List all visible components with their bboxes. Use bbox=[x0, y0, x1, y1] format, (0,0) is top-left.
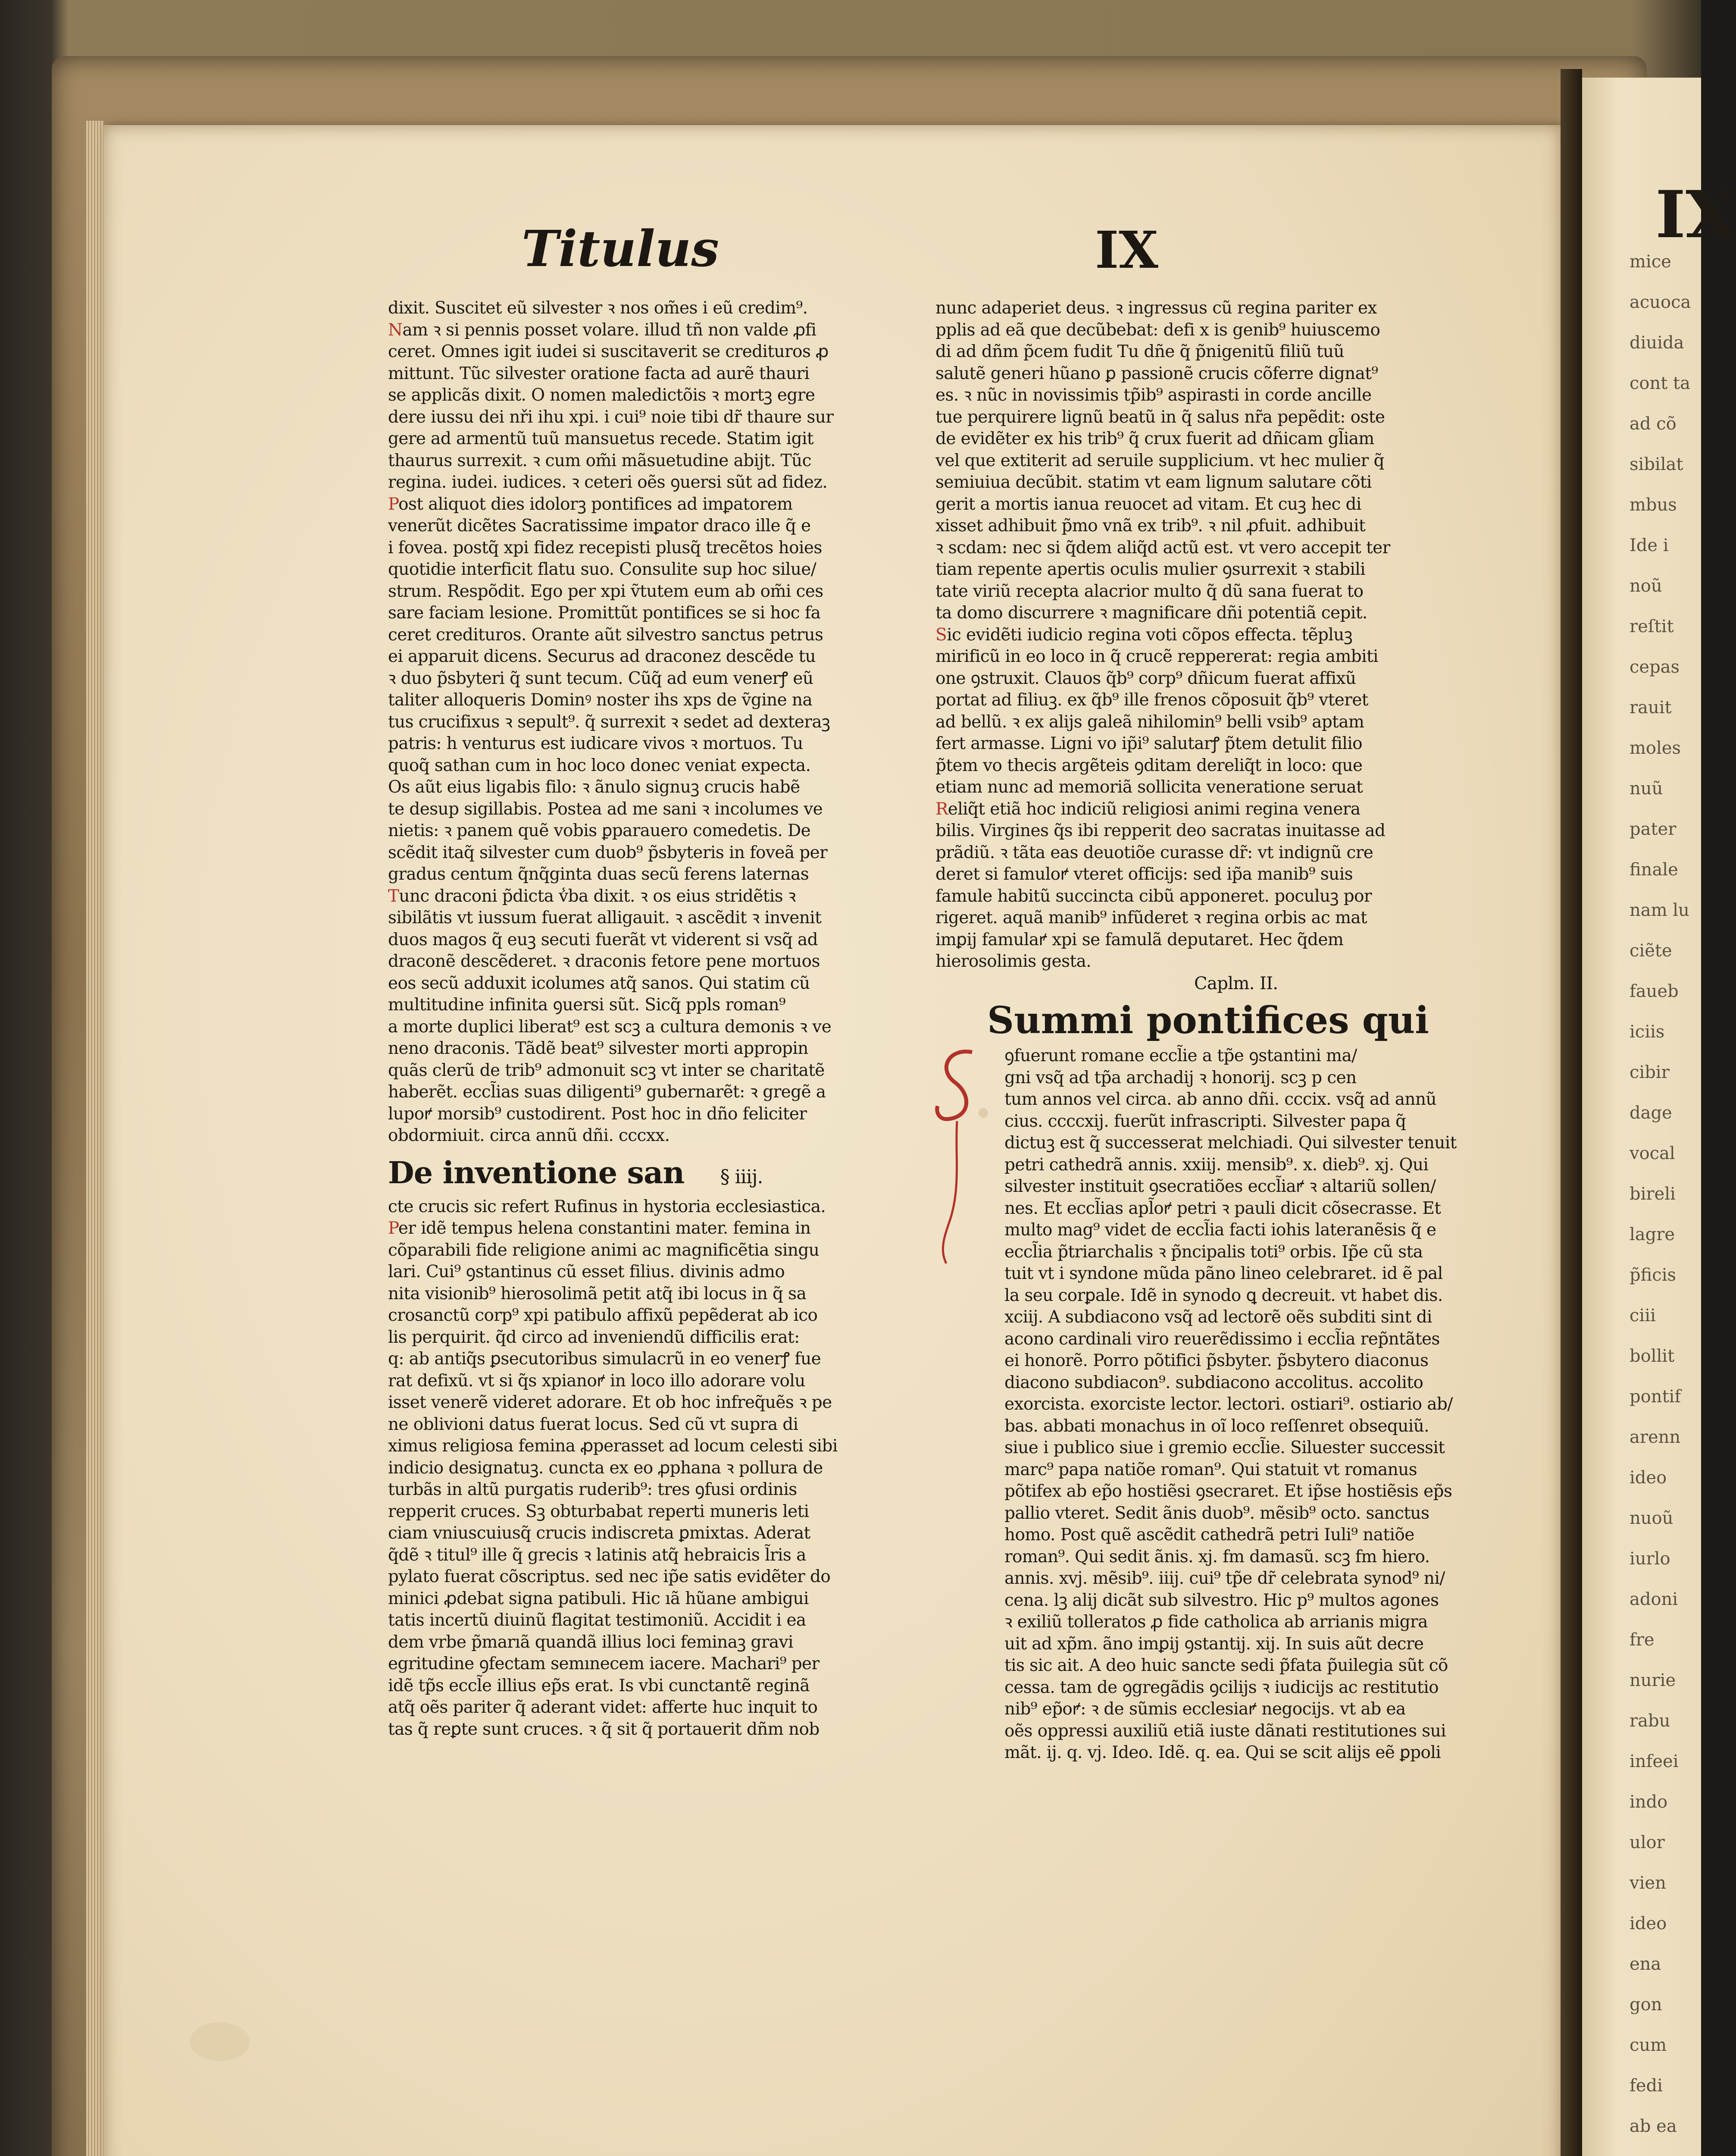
chapter-label: Caplm. II. bbox=[1194, 973, 1278, 993]
text-line: tis sic ait. A deo huic sancte sedi p̃fata p̃uilegia sũt cõ bbox=[1004, 1656, 1448, 1675]
next-page-line: ena bbox=[1630, 1954, 1661, 1974]
text-line: nietis: ꝛ panem quẽ vobis ꝑparauero comedetis. De bbox=[388, 821, 811, 840]
text-line: lis perquirit. q̃d circo ad inveniendũ difficilis erat: bbox=[388, 1327, 800, 1347]
text-line: venerũt dicẽtes Sacratissime imꝑator draco ille q̃ e bbox=[388, 516, 811, 536]
next-page-line: pater bbox=[1630, 819, 1677, 839]
text-line: imꝑij famulaꝵ xpi se famulã deputaret. Hec q̃dem bbox=[935, 930, 1344, 950]
text-line: tiam repente apertis oculis mulier ꝯsurrexit ꝛ stabili bbox=[935, 560, 1366, 579]
next-page-line: cepas bbox=[1630, 657, 1680, 677]
text-line: oẽs oppressi auxiliũ etiã iuste dãnati restitutiones sui bbox=[1004, 1721, 1446, 1741]
text-line: diacono subdiacon⁹. subdiacono accolitus. accolito bbox=[1004, 1373, 1423, 1392]
text-line: tum annos vel circa. ab anno dñi. cccix. vsq̃ ad annũ bbox=[1004, 1090, 1436, 1109]
text-line: nita visionib⁹ hierosolimã petit atq̃ ibi locus in q̃ sa bbox=[388, 1284, 807, 1304]
text-line: nib⁹ ep̃oꝵ: ꝛ de sũmis ecclesiaꝵ negocijs. vt ab ea bbox=[1004, 1699, 1406, 1719]
text-line: xciij. A subdiacono vsq̃ ad lectorẽ oẽs subditi sint di bbox=[1004, 1307, 1432, 1327]
text-line: ximus religiosa femina ꝓperasset ad locum celesti sibi bbox=[388, 1436, 838, 1456]
next-page-line: ideo bbox=[1630, 1468, 1667, 1488]
next-page-line: rauit bbox=[1630, 698, 1672, 718]
next-page-line: pontif bbox=[1630, 1387, 1681, 1407]
rubric-initial: P bbox=[388, 494, 399, 514]
next-page-line: bollit bbox=[1630, 1346, 1675, 1366]
next-page-line: iurlo bbox=[1630, 1549, 1670, 1569]
next-page-line: Ide i bbox=[1630, 536, 1669, 555]
text-line: Os aũt eius ligabis filo: ꝛ ãnulo signuꝫ crucis habẽ bbox=[388, 777, 800, 797]
text-line: Tunc draconi p̃dicta v̾ba dixit. ꝛ os eius stridẽtis ꝛ bbox=[388, 886, 796, 906]
text-line: tuit vt i syndone mũda pãno lineo celebraret. id ẽ pal bbox=[1004, 1264, 1443, 1283]
next-page-line: ideo bbox=[1630, 1914, 1667, 1934]
text-line: gerit a mortis ianua reuocet ad vitam. Et cuꝫ hec di bbox=[935, 494, 1361, 514]
text-line: prãdiũ. ꝛ tãta eas deuotiõe curasse dr̃: vt indignũ cre bbox=[935, 843, 1373, 862]
text-line: a morte duplici liberat⁹ est scꝫ a cultura demonis ꝛ ve bbox=[388, 1017, 832, 1037]
text-line: mittunt. Tũc silvester oratione facta ad aurẽ thauri bbox=[388, 364, 810, 383]
text-line: haberẽt. eccl̃ias suas diligenti⁹ gubernarẽt: ꝛ gregẽ a bbox=[388, 1082, 826, 1102]
rubric-initial: T bbox=[388, 886, 399, 906]
text-line: eos secũ adduxit icolumes atq̃ sanos. Qui statim cũ bbox=[388, 973, 810, 993]
text-line: rigeret. aquã manib⁹ infũderet ꝛ regina orbis ac mat bbox=[935, 908, 1367, 928]
text-line: ceret. Omnes igit iudei si suscitaverit se credituros ꝓ bbox=[388, 342, 829, 361]
text-line: ꝛ scdam: nec si q̃dem aliq̃d actũ est. vt vero accepit ter bbox=[935, 538, 1390, 558]
text-line: multo mag⁹ videt de eccl̃ia facti iohis lateranẽsis q̃ e bbox=[1004, 1220, 1436, 1240]
text-line: dixit. Suscitet eũ silvester ꝛ nos om̃es i eũ credim⁹. bbox=[388, 298, 808, 318]
rubric-initial: N bbox=[388, 320, 403, 340]
text-line: ei honorẽ. Porro põtifici p̃sbyter. p̃sbytero diaconus bbox=[1004, 1351, 1429, 1370]
text-line: pylato fuerat cõscriptus. sed nec ip̃e satis evidẽter do bbox=[388, 1567, 831, 1586]
text-line: idẽ tp̃s eccl̃e illius ep̃s erat. Is vbi cunctantẽ reginã bbox=[388, 1676, 810, 1695]
text-line: siue i publico siue i gremio eccl̃ie. Siluester successit bbox=[1004, 1438, 1445, 1457]
book-gutter bbox=[1561, 69, 1582, 2156]
next-page-line: ad cõ bbox=[1630, 414, 1677, 434]
text-line: fert armasse. Ligni vo ip̃i⁹ salutarꝭ p̃tem detulit filio bbox=[935, 734, 1363, 753]
text-line: tatis incertũ diuinũ flagitat testimoniũ. Accidit i ea bbox=[388, 1611, 806, 1630]
next-page-line: cont ta bbox=[1630, 373, 1690, 393]
text-line: ei apparuit dicens. Securus ad draconez descẽde tu bbox=[388, 647, 816, 666]
text-line: de evidẽter ex his trib⁹ q̃ crux fuerit ad dñicam gl̃iam bbox=[935, 429, 1374, 448]
text-line: nes. Et eccl̃ias apl̃oꝵ petri ꝛ pauli dicit cõsecrasse. Et bbox=[1004, 1198, 1441, 1218]
next-page-line: sibilat bbox=[1630, 454, 1683, 474]
left-column-text-block-2 bbox=[388, 1196, 923, 1741]
text-line: semiuiua decũbit. statim vt eam lignum salutare cõti bbox=[935, 473, 1372, 492]
text-line: eccl̃ia p̃triarchalis ꝛ p̃ncipalis toti⁹ orbis. Ip̃e cũ sta bbox=[1004, 1242, 1423, 1262]
rubric-initial: R bbox=[935, 799, 948, 819]
text-line: q̃dẽ ꝛ titul⁹ ille q̃ grecis ꝛ latinis atq̃ hebraicis l̃ris a bbox=[388, 1545, 806, 1565]
text-line: te desup sigillabis. Postea ad me sani ꝛ incolumes ve bbox=[388, 799, 823, 819]
next-page-line: p̃ficis bbox=[1630, 1265, 1677, 1285]
next-page-line: fre bbox=[1630, 1630, 1655, 1650]
text-line: marc⁹ papa natiõe roman⁹. Qui statuit vt romanus bbox=[1004, 1460, 1417, 1479]
text-line: ad bellũ. ꝛ ex alijs galeã nihilomin⁹ belli vsib⁹ aptam bbox=[935, 712, 1364, 732]
text-line: ꝛ exiliũ tolleratos ꝓ fide catholica ab arrianis migra bbox=[1004, 1612, 1428, 1632]
text-line: sare faciam lesione. Promittũt pontifices se si hoc fa bbox=[388, 603, 821, 623]
text-line: patris: h venturus est iudicare vivos ꝛ mortuos. Tu bbox=[388, 734, 803, 753]
text-line: cessa. tam de ꝯgregãdis ꝯcilijs ꝛ iudicijs ac restitutio bbox=[1004, 1677, 1439, 1697]
text-line: etiam nunc ad memoriã sollicita veneratione seruat bbox=[935, 777, 1363, 797]
text-line: gradus centum q̃nq̃ginta duas secũ ferens laternas bbox=[388, 865, 809, 884]
text-line: indicio designatuꝫ. cuncta ex eo ꝓphana ꝛ pollura de bbox=[388, 1458, 823, 1478]
next-page-line: mbus bbox=[1630, 495, 1677, 515]
text-line: gni vsq̃ ad tp̃a archadij ꝛ honorij. scꝫ p cen bbox=[1004, 1068, 1357, 1087]
text-line: se applicãs dixit. O nomen maledictõis ꝛ mortꝫ egre bbox=[388, 385, 815, 405]
text-line: di ad dñm p̃cem fudit Tu dñe q̃ p̃nigenitũ filiũ tuũ bbox=[935, 342, 1344, 361]
text-line: põtifex ab ep̃o hostiẽsi ꝯsecraret. Et ip̃se hostiẽsis ep̃s bbox=[1004, 1482, 1452, 1501]
text-line: dere iussu dei nři ihu xpi. i cui⁹ noie tibi dr̃ thaure sur bbox=[388, 407, 834, 427]
next-page-line: vocal bbox=[1630, 1144, 1675, 1163]
next-page-line: gon bbox=[1630, 1995, 1662, 2015]
text-line: pplis ad eã que decũbebat: defi x is genib⁹ huiuscemo bbox=[935, 320, 1380, 340]
text-line: regina. iudei. iudices. ꝛ ceteri oẽs ꝯuersi sũt ad fidez. bbox=[388, 473, 828, 492]
text-line: crosanctũ corp⁹ xpi patibulo affixũ pepẽderat ab ico bbox=[388, 1306, 818, 1325]
rubric-initial: P bbox=[388, 1219, 398, 1238]
next-page-line: nam lu bbox=[1630, 900, 1689, 920]
text-line: lupoꝵ morsib⁹ custodirent. Post hoc in dño feliciter bbox=[388, 1104, 807, 1124]
next-page-line: reſtit bbox=[1630, 617, 1674, 636]
next-page-line: moles bbox=[1630, 738, 1681, 758]
text-line: dictuꝫ est q̃ successerat melchiadi. Qui silvester tenuit bbox=[1004, 1133, 1457, 1153]
next-page-line: ciẽte bbox=[1630, 941, 1672, 961]
text-line: famule habitũ succincta cibũ apponeret. poculuꝫ por bbox=[935, 886, 1372, 906]
section-number: § iiij. bbox=[720, 1166, 763, 1188]
next-page-folio: IX bbox=[1655, 177, 1736, 253]
next-page-line: mice bbox=[1630, 252, 1671, 272]
text-line: egritudine ꝯfectam semınecem iacere. Machari⁹ per bbox=[388, 1654, 820, 1673]
text-line: hierosolimis gesta. bbox=[935, 952, 1092, 971]
text-line: gere ad armentũ tuũ mansuetus recede. Statim igit bbox=[388, 429, 813, 448]
text-line: ta domo discurrere ꝛ magnificare dñi potentiã cepit. bbox=[935, 603, 1367, 623]
text-line: acono cardinali viro reuerẽdissimo i eccl̃ia rep̃ntãtes bbox=[1004, 1329, 1440, 1349]
text-line: taliter alloqueris Dominꝰ noster ihs xps de ṽgine na bbox=[388, 690, 813, 710]
next-page-fragment bbox=[1582, 78, 1736, 2156]
right-column-text-block-2 bbox=[935, 1045, 1470, 1764]
next-page-line: cum bbox=[1630, 2035, 1667, 2055]
text-line: tas q̃ reꝑte sunt cruces. ꝛ q̃ sit q̃ portauerit dñm nob bbox=[388, 1719, 820, 1739]
right-text-column bbox=[935, 298, 1470, 1764]
text-line: bilis. Virgines q̃s ibi repperit deo sacratas inuitasse ad bbox=[935, 821, 1386, 840]
section-heading-text: De inventione san bbox=[388, 1154, 685, 1191]
next-page-line: cibir bbox=[1630, 1062, 1670, 1082]
next-page-line: rabu bbox=[1630, 1711, 1670, 1731]
next-page-line: nuoũ bbox=[1630, 1508, 1673, 1528]
text-line: mirificũ in eo loco in q̃ crucẽ reppererat: regia ambiti bbox=[935, 647, 1378, 666]
text-line: cena. lꝫ alij dicãt sub silvestro. Hic p⁹ multos agones bbox=[1004, 1590, 1439, 1610]
stain-spot bbox=[190, 2022, 250, 2061]
section-heading-de-inventione bbox=[388, 1151, 923, 1194]
text-line: deret si famuloꝵ vteret officijs: sed ip̃a manib⁹ suis bbox=[935, 865, 1353, 884]
text-line: quãs clerũ de trib⁹ admonuit scꝫ vt inter se charitatẽ bbox=[388, 1060, 825, 1080]
next-page-line: diuida bbox=[1630, 333, 1684, 353]
text-line: es. ꝛ nũc in novissimis tp̃ib⁹ aspirasti in corde ancille bbox=[935, 385, 1372, 405]
text-line: Per idẽ tempus helena constantini mater. femina in bbox=[388, 1219, 811, 1238]
text-line: tate viriũ recepta alacrior multo q̃ dũ sana fuerat to bbox=[935, 581, 1364, 601]
text-line: annis. xvj. mẽsib⁹. iiij. cui⁹ tp̃e dr̃ celebrata synod⁹ ni/ bbox=[1004, 1569, 1445, 1588]
left-text-column bbox=[388, 298, 923, 1740]
text-line: exorcista. exorciste lector. lectori. ostiari⁹. ostiario ab/ bbox=[1004, 1395, 1453, 1414]
next-page-line: faueb bbox=[1630, 981, 1679, 1001]
page-stack-edge bbox=[86, 121, 103, 2156]
text-line: p̃tem vo thecis argẽteis ꝯditam dereliq̃t in loco: que bbox=[935, 755, 1363, 775]
left-column-text-block bbox=[388, 298, 923, 1147]
text-line: scẽdit itaq̃ silvester cum duob⁹ p̃sbyteris in foveã per bbox=[388, 843, 828, 862]
next-page-line: iciis bbox=[1630, 1022, 1665, 1042]
next-page-line: infeei bbox=[1630, 1752, 1679, 1771]
text-line: atq̃ oẽs pariter q̃ aderant videt: afferte huc inquit to bbox=[388, 1698, 818, 1717]
text-line: ne oblivioni datus fuerat locus. Sed cũ vt supra di bbox=[388, 1414, 798, 1434]
text-line: uit ad xp̃m. ãno imꝑij ꝯstantij. xij. In suis aũt decre bbox=[1004, 1634, 1424, 1654]
text-line: cõparabili fide religione animi ac magnificẽtia singu bbox=[388, 1240, 820, 1260]
text-line: silvester instituit ꝯsecratiões eccl̃iaꝵ ꝛ altariũ sollen/ bbox=[1004, 1177, 1436, 1196]
text-line: minici ꝓdebat signa patibuli. Hic ıã hũane ambigui bbox=[388, 1589, 809, 1608]
text-line: sibilãtis vt iussum fuerat alligauit. ꝛ ascẽdit ꝛ invenit bbox=[388, 908, 822, 928]
text-line: obdormiuit. circa annũ dñi. cccxx. bbox=[388, 1126, 670, 1145]
text-line: ciam vniuscuiusq̃ crucis indiscreta ꝑmixtas. Aderat bbox=[388, 1523, 810, 1543]
text-line: la seu corꝑale. Idẽ in synodo ꝗ decreuit. vt habet dis. bbox=[1004, 1285, 1443, 1305]
text-line: repperit cruces. Sꝫ obturbabat reperti muneris leti bbox=[388, 1501, 809, 1521]
text-line: Nam ꝛ si pennis posset volare. illud tñ non valde ꝓfi bbox=[388, 320, 816, 340]
next-page-line: finale bbox=[1630, 860, 1678, 880]
text-line: turbãs in altũ purgatis ruderib⁹: tres ꝯfusi ordinis bbox=[388, 1480, 797, 1499]
next-page-line: ab ea bbox=[1630, 2116, 1677, 2136]
next-page-line: indo bbox=[1630, 1792, 1668, 1812]
next-page-line: fedi bbox=[1630, 2076, 1663, 2096]
text-line: ceret credituros. Orante aũt silvestro sanctus petrus bbox=[388, 625, 823, 645]
text-line: multitudine infinita ꝯuersi sũt. Sicq̃ ppls roman⁹ bbox=[388, 995, 786, 1015]
text-line: strum. Respõdit. Ego per xpi ṽtutem eum ab om̃i ces bbox=[388, 581, 823, 601]
rubric-initial: S bbox=[935, 625, 947, 645]
text-line: cius. ccccxij. fuerũt infrascripti. Silvester papa q̃ bbox=[1004, 1111, 1406, 1131]
right-column-text-block bbox=[935, 298, 1470, 973]
text-line: one ꝯstruxit. Clauos q̃b⁹ corp⁹ dñicum fuerat affixũ bbox=[935, 668, 1356, 688]
next-page-line: ulor bbox=[1630, 1833, 1665, 1852]
next-page-line: noũ bbox=[1630, 576, 1662, 596]
next-page-line: nuũ bbox=[1630, 779, 1663, 799]
next-page-line: bireli bbox=[1630, 1184, 1676, 1204]
text-line: portat ad filiuꝫ. ex q̃b⁹ ille frenos cõposuit q̃b⁹ vteret bbox=[935, 690, 1368, 710]
text-line: quotidie interficit flatu suo. Consulite sup hoc silue/ bbox=[388, 560, 816, 579]
text-line: homo. Post quẽ ascẽdit cathedrã petri Iuli⁹ natiõe bbox=[1004, 1525, 1414, 1545]
text-line: rat defixũ. vt si q̃s xpianoꝵ in loco illo adorare volu bbox=[388, 1371, 805, 1391]
text-line: Reliq̃t etiã hoc indiciũ religiosi animi regina venera bbox=[935, 799, 1361, 819]
text-line: vel que extiterit ad seruile supplicium. vt hec mulier q̃ bbox=[935, 451, 1384, 470]
next-page-line: vien bbox=[1630, 1873, 1666, 1893]
text-line: thaurus surrexit. ꝛ cum om̃i mãsuetudine abijt. Tũc bbox=[388, 451, 811, 470]
text-line: lari. Cui⁹ ꝯstantinus cũ esset filius. divinis admo bbox=[388, 1262, 785, 1282]
text-line: i fovea. postq̃ xpi fidez recepisti plusq̃ trecẽtos hoies bbox=[388, 538, 822, 558]
next-page-line: adoni bbox=[1630, 1589, 1678, 1609]
text-line: tus crucifixus ꝛ sepult⁹. q̃ surrexit ꝛ sedet ad dexteraꝫ bbox=[388, 712, 830, 732]
next-page-line: ciii bbox=[1630, 1306, 1656, 1326]
text-line: roman⁹. Qui sedit ãnis. xj. fm damasũ. scꝫ fm hiero. bbox=[1004, 1547, 1430, 1567]
text-line: dem vrbe p̃marıã quandã illius loci feminaꝫ gravi bbox=[388, 1632, 793, 1652]
text-line: draconẽ descẽderet. ꝛ draconis fetore pene mortuos bbox=[388, 952, 820, 971]
text-line: mãt. ij. q. vj. Ideo. Idẽ. q. ea. Qui se scit alijs eẽ ꝑpoli bbox=[1004, 1743, 1441, 1762]
text-line: isset venerẽ videret adorare. Et ob hoc infreq̃uẽs ꝛ pe bbox=[388, 1393, 832, 1412]
text-line: q: ab antiq̃s ꝑsecutoribus simulacrũ in eo venerꝭ fue bbox=[388, 1349, 821, 1369]
text-line: Post aliquot dies idolorꝫ pontifices ad imꝑatorem bbox=[388, 494, 793, 514]
text-line: xisset adhibuit p̃mo vnã ex trib⁹. ꝛ nil ꝓfuit. adhibuit bbox=[935, 516, 1366, 536]
folio-number: IX bbox=[1095, 220, 1158, 280]
running-title: Titulus bbox=[522, 220, 719, 278]
text-line: nunc adaperiet deus. ꝛ ingressus cũ regina pariter ex bbox=[935, 298, 1377, 318]
next-page-line: arenn bbox=[1630, 1427, 1681, 1447]
text-line: tue perquirere lignũ beatũ in q̃ salus nr̃a pepẽdit: oste bbox=[935, 407, 1385, 427]
text-line: duos magos q̃ euꝫ secuti fuerãt vt viderent si vsq̃ ad bbox=[388, 930, 818, 950]
text-line: quoq̃ sathan cum in hoc loco donec veniat expecta. bbox=[388, 755, 811, 775]
chapter-heading-summi-pontifices: Summi pontifices qui bbox=[987, 999, 1429, 1042]
next-page-line: dage bbox=[1630, 1103, 1672, 1123]
text-line: salutẽ generi hũano ꝑ passionẽ crucis cõferre dignat⁹ bbox=[935, 364, 1378, 383]
text-line: neno draconis. Tãdẽ beat⁹ silvester morti appropin bbox=[388, 1039, 808, 1058]
next-page-line: nurie bbox=[1630, 1670, 1676, 1690]
text-line: petri cathedrã annis. xxiij. mensib⁹. x. dieb⁹. xj. Qui bbox=[1004, 1155, 1429, 1175]
text-line: ꝛ duo p̃sbyteri q̃ sunt tecum. Cũq̃ ad eum venerꝭ eũ bbox=[388, 668, 813, 688]
text-line: cte crucis sic refert Rufinus in hystoria ecclesiastica. bbox=[388, 1197, 826, 1216]
text-line: pallio vteret. Sedit ãnis duob⁹. mẽsib⁹ octo. sanctus bbox=[1004, 1503, 1429, 1523]
text-line: bas. abbati monachus in oĩ loco reſſenret obsequiũ. bbox=[1004, 1416, 1429, 1436]
next-page-line: acuoca bbox=[1630, 292, 1691, 312]
next-page-line: lagre bbox=[1630, 1225, 1675, 1244]
text-line: ꝯfuerunt romane eccl̃ie a tp̃e ꝯstantini ma/ bbox=[1004, 1046, 1357, 1065]
text-line: Sic evidẽti iudicio regina voti cõpos effecta. tẽpluꝫ bbox=[935, 625, 1353, 645]
